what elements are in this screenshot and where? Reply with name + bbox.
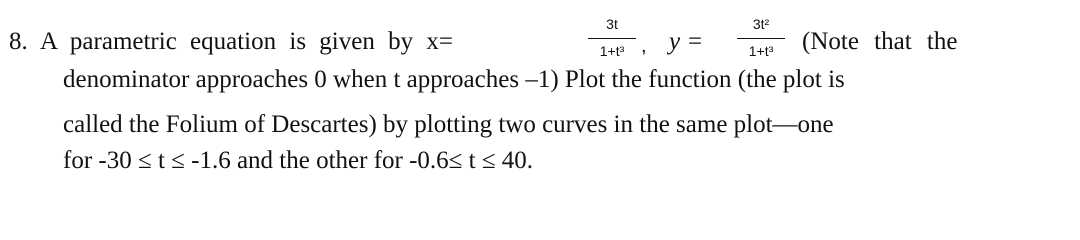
x-numerator: 3t <box>606 16 618 32</box>
problem-line-4: for -30 ≤ t ≤ -1.6 and the other for -0.6≤ t ≤ 40. <box>63 147 534 174</box>
y-denominator: 1+t³ <box>748 43 774 59</box>
problem-line-2: denominator approaches 0 when t approaches –1) Plot the function (the plot is <box>63 66 845 93</box>
x-denominator: 1+t³ <box>599 43 625 59</box>
x-fraction <box>588 14 636 61</box>
problem-line-1 <box>9 14 1009 74</box>
y-fraction <box>737 14 785 61</box>
y-equals: y = <box>669 28 704 55</box>
equation-comma: , <box>641 35 647 57</box>
y-numerator: 3t² <box>752 16 770 32</box>
problem-number: 8. <box>9 28 28 55</box>
problem-line-3: called the Folium of Descartes) by plotting two curves in the same plot—one <box>63 111 834 138</box>
intro-text: A parametric equation is given by x= <box>40 28 453 55</box>
x-fraction-bar <box>588 38 636 39</box>
note-text: (Note that the <box>802 28 958 55</box>
y-fraction-bar <box>737 38 785 39</box>
